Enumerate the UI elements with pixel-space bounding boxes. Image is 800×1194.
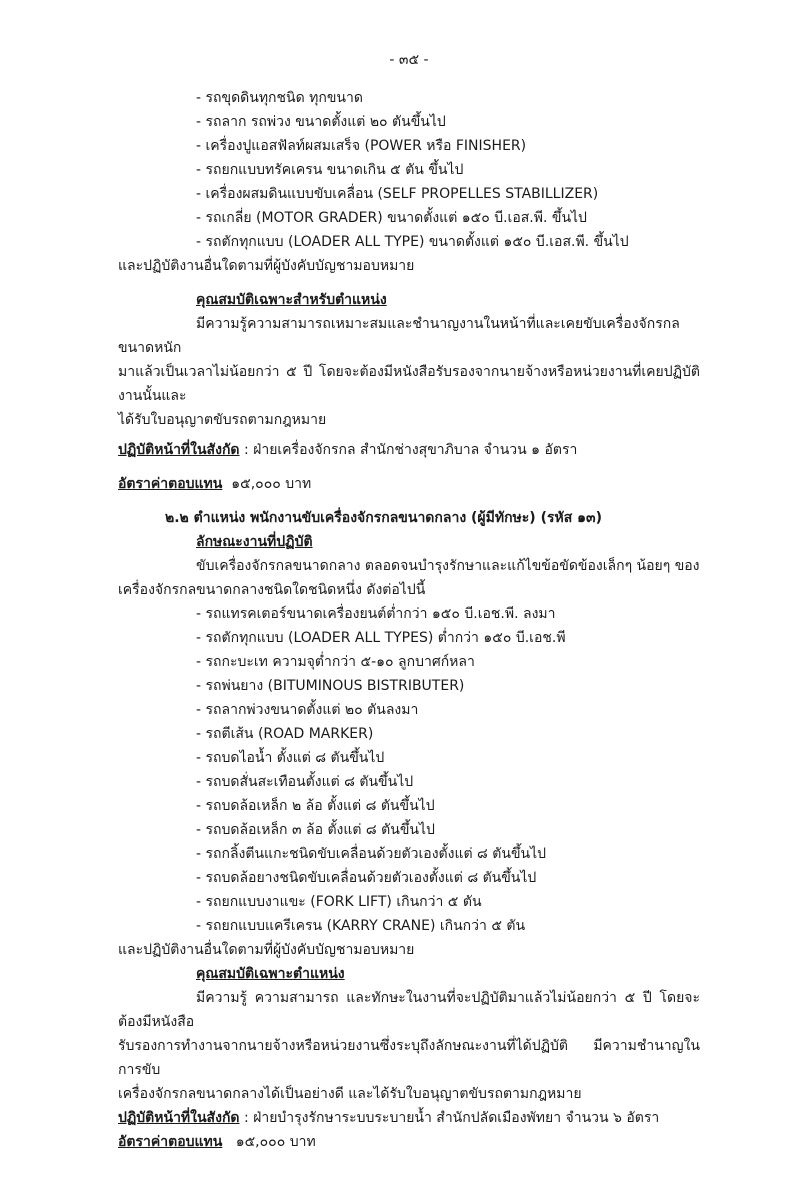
- equipment-list-item: - รถกะบะเท ความจุต่ำกว่า ๕-๑๐ ลูกบาศก์หลา: [196, 654, 475, 670]
- section2-qualification-line: รับรองการทำงานจากนายจ้างหรือหน่วยงานซึ่งระบุถึงลักษณะงานที่ได้ปฏิบัติ มีความชำนาญในการขับ: [118, 1038, 700, 1078]
- section2-qualification-heading: คุณสมบัติเฉพาะตำแหน่ง: [196, 966, 345, 982]
- section1-qualification-line: ได้รับใบอนุญาตขับรถตามกฎหมาย: [118, 412, 327, 428]
- pay-label: อัตราค่าตอบแทน: [118, 476, 223, 492]
- section2-qualification-line: มีความรู้ ความสามารถ และทักษะในงานที่จะปฏิบัติมาแล้วไม่น้อยกว่า ๕ ปี โดยจะต้องมีหนังสือ: [118, 990, 700, 1030]
- section2-other-duties: และปฏิบัติงานอื่นใดตามที่ผู้บังคับบัญชามอบหมาย: [118, 942, 415, 958]
- equipment-list-item: - รถลาก รถพ่วง ขนาดตั้งแต่ ๒๐ ตันขึ้นไป: [196, 114, 446, 130]
- section2-qualification-line: เครื่องจักรกลขนาดกลางได้เป็นอย่างดี และได้รับใบอนุญาตขับรถตามกฎหมาย: [118, 1086, 582, 1102]
- assignment-label: ปฏิบัติหน้าที่ในสังกัด: [118, 442, 240, 458]
- pay-label: อัตราค่าตอบแทน: [118, 1134, 223, 1150]
- equipment-list-item: - รถพ่นยาง (BITUMINOUS BISTRIBUTER): [196, 678, 465, 694]
- equipment-list-item: - รถยกแบบงาแขะ (FORK LIFT) เกินกว่า ๕ ตัน: [196, 894, 482, 910]
- equipment-list-item: - รถบดล้อเหล็ก ๓ ล้อ ตั้งแต่ ๘ ตันขึ้นไป: [196, 822, 435, 838]
- equipment-list-item: - รถลากพ่วงขนาดตั้งแต่ ๒๐ ตันลงมา: [196, 702, 419, 718]
- section1-equipment-list: [118, 86, 700, 254]
- equipment-list-item: - รถยกแบบทรัคเครน ขนาดเกิน ๕ ตัน ขึ้นไป: [196, 162, 464, 178]
- section2-pay: [118, 1130, 700, 1154]
- assignment-value: : ฝ่ายเครื่องจักรกล สำนักช่างสุขาภิบาล จำนวน ๑ อัตรา: [239, 442, 578, 458]
- equipment-list-item: - รถกลิ้งตีนแกะชนิดขับเคลื่อนด้วยตัวเองตั้งแต่ ๘ ตันขึ้นไป: [196, 846, 547, 862]
- equipment-list-item: - รถบดล้อยางชนิดขับเคลื่อนด้วยตัวเองตั้งแต่ ๘ ตันขึ้นไป: [196, 870, 537, 886]
- section1-qualification-line: มีความรู้ความสามารถเหมาะสมและชำนาญงานในหน้าที่และเคยขับเครื่องจักรกลขนาดหนัก: [118, 316, 680, 356]
- section1-assignment: [118, 438, 700, 462]
- equipment-list-item: - รถตักทุกแบบ (LOADER ALL TYPE) ขนาดตั้งแต่ ๑๕๐ บี.เอส.พี. ขึ้นไป: [196, 234, 629, 250]
- equipment-list-item: - รถตีเส้น (ROAD MARKER): [196, 726, 374, 742]
- equipment-list-item: - รถขุดดินทุกชนิด ทุกขนาด: [196, 90, 363, 106]
- equipment-list-item: - รถตักทุกแบบ (LOADER ALL TYPES) ต่ำกว่า ๑๕๐ บี.เอช.พี: [196, 630, 566, 646]
- equipment-list-item: - รถยกแบบแครีเครน (KARRY CRANE) เกินกว่า ๕ ตัน: [196, 918, 526, 934]
- assignment-label: ปฏิบัติหน้าที่ในสังกัด: [118, 1110, 240, 1126]
- equipment-list-item: - เครื่องปูแอสฟัลท์ผสมเสร็จ (POWER หรือ FINISHER): [196, 138, 527, 154]
- page-number: - ๓๕ -: [389, 52, 429, 68]
- section2-duty-line: เครื่องจักรกลขนาดกลางชนิดใดชนิดหนึ่ง ดังต่อไปนี้: [118, 582, 426, 598]
- equipment-list-item: - เครื่องผสมดินแบบขับเคลื่อน (SELF PROPELLES STABILLIZER): [196, 186, 599, 202]
- section1-pay: [118, 472, 700, 496]
- section2-equipment-list: [118, 602, 700, 938]
- section2-duty-line: ขับเครื่องจักรกลขนาดกลาง ตลอดจนบำรุงรักษาและแก้ไขข้อขัดข้องเล็กๆ น้อยๆ ของ: [196, 558, 700, 574]
- section1-other-duties: และปฏิบัติงานอื่นใดตามที่ผู้บังคับบัญชามอบหมาย: [118, 258, 415, 274]
- equipment-list-item: - รถแทรคเตอร์ขนาดเครื่องยนต์ต่ำกว่า ๑๕๐ บี.เอช.พี. ลงมา: [196, 606, 556, 622]
- section2-assignment: [118, 1106, 700, 1130]
- section2-title: ๒.๒ ตำแหน่ง พนักงานขับเครื่องจักรกลขนาดกลาง (ผู้มีทักษะ) (รหัส ๑๓): [165, 510, 603, 526]
- section1-qualification-line: มาแล้วเป็นเวลาไม่น้อยกว่า ๕ ปี โดยจะต้องมีหนังสือรับรองจากนายจ้างหรือหน่วยงานที่เคยปฏิบัติงานนั้นและ: [118, 364, 700, 404]
- assignment-value: : ฝ่ายบำรุงรักษาระบบระบายน้ำ สำนักปลัดเมืองพัทยา จำนวน ๖ อัตรา: [239, 1110, 660, 1126]
- pay-value: ๑๕,๐๐๐ บาท: [235, 1134, 316, 1150]
- pay-value: ๑๕,๐๐๐ บาท: [231, 476, 312, 492]
- equipment-list-item: - รถบดล้อเหล็ก ๒ ล้อ ตั้งแต่ ๘ ตันขึ้นไป: [196, 798, 435, 814]
- section2-duty-heading: ลักษณะงานที่ปฏิบัติ: [196, 534, 313, 550]
- equipment-list-item: - รถบดไอน้ำ ตั้งแต่ ๘ ตันขึ้นไป: [196, 750, 385, 766]
- section1-qualification-heading: คุณสมบัติเฉพาะสำหรับตำแหน่ง: [196, 292, 387, 308]
- equipment-list-item: - รถบดสั่นสะเทือนตั้งแต่ ๘ ตันขึ้นไป: [196, 774, 414, 790]
- equipment-list-item: - รถเกลี่ย (MOTOR GRADER) ขนาดตั้งแต่ ๑๕๐ บี.เอส.พี. ขึ้นไป: [196, 210, 587, 226]
